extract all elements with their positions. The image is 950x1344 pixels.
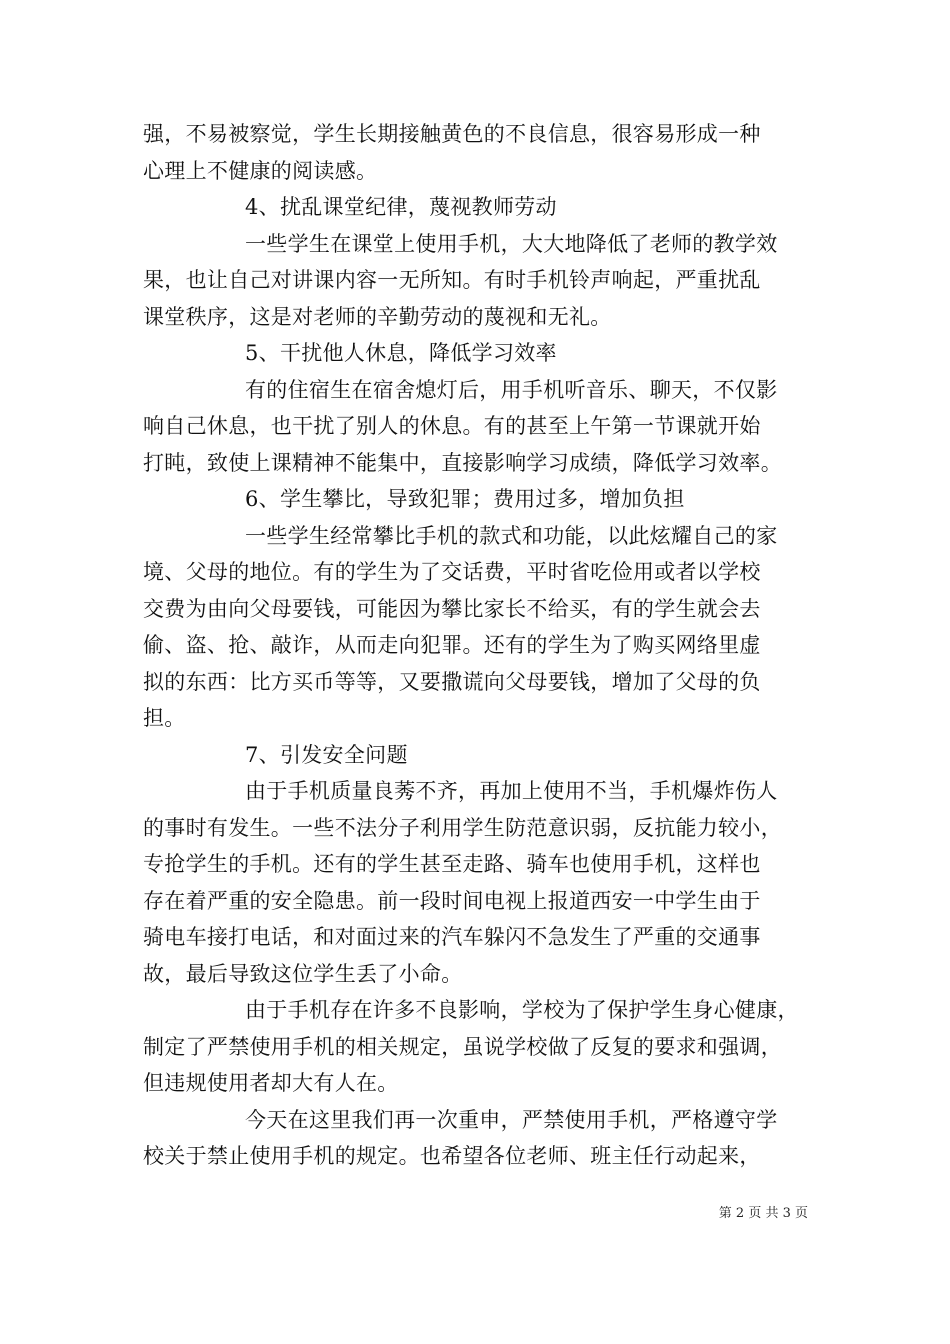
text-line: 专抢学生的手机。还有的学生甚至走路、骑车也使用手机，这样也 xyxy=(143,852,761,876)
text-line: 今天在这里我们再一次重申，严禁使用手机，严格遵守学 xyxy=(245,1107,778,1132)
text-line: 7、引发安全问题 xyxy=(245,742,408,767)
document-body xyxy=(143,116,807,1175)
text-line: 有的住宿生在宿舍熄灯后，用手机听音乐、聊天，不仅影 xyxy=(245,377,778,402)
text-line: 故，最后导致这位学生丢了小命。 xyxy=(143,961,463,986)
text-line: 骑电车接打电话，和对面过来的汽车躲闪不急发生了严重的交通事 xyxy=(143,925,761,949)
text-line: 由于手机存在许多不良影响，学校为了保护学生身心健康， xyxy=(245,998,799,1022)
text-line: 校关于禁止使用手机的规定。也希望各位老师、班主任行动起来， xyxy=(143,1144,761,1168)
text-line: 强，不易被察觉，学生长期接触黄色的不良信息，很容易形成一种 xyxy=(143,122,761,146)
text-line: 4、扰乱课堂纪律，蔑视教师劳动 xyxy=(245,195,557,219)
text-line: 但违规使用者却大有人在。 xyxy=(143,1071,399,1095)
text-line: 心理上不健康的阅读感。 xyxy=(143,158,378,183)
text-line: 果，也让自己对讲课内容一无所知。有时手机铃声响起，严重扰乱 xyxy=(143,268,761,292)
text-line: 响自己休息，也干扰了别人的休息。有的甚至上午第一节课就开始 xyxy=(143,414,761,438)
text-line: 5、干扰他人休息，降低学习效率 xyxy=(245,341,557,365)
text-line: 存在着严重的安全隐患。前一段时间电视上报道西安一中学生由于 xyxy=(143,888,761,913)
page-number: 第 2 页 共 3 页 xyxy=(718,1206,808,1221)
text-line: 偷、盗、抢、敲诈，从而走向犯罪。还有的学生为了购买网络里虚 xyxy=(143,633,761,657)
text-line: 课堂秩序，这是对老师的辛勤劳动的蔑视和无礼。 xyxy=(143,304,612,329)
text-line: 一些学生在课堂上使用手机，大大地降低了老师的教学效 xyxy=(245,231,778,256)
text-line: 的事时有发生。一些不法分子利用学生防范意识弱，反抗能力较小， xyxy=(143,815,782,840)
text-line: 一些学生经常攀比手机的款式和功能，以此炫耀自己的家 xyxy=(245,523,778,548)
text-line: 打盹，致使上课精神不能集中，直接影响学习成绩，降低学习效率。 xyxy=(143,450,782,475)
text-line: 交费为由向父母要钱，可能因为攀比家长不给买，有的学生就会去 xyxy=(143,596,761,621)
text-line: 由于手机质量良莠不齐，再加上使用不当，手机爆炸伤人 xyxy=(245,779,778,803)
text-line: 6、学生攀比，导致犯罪；费用过多，增加负担 xyxy=(245,487,685,511)
text-line: 制定了严禁使用手机的相关规定，虽说学校做了反复的要求和强调， xyxy=(143,1034,782,1059)
text-line: 拟的东西：比方买币等等，又要撒谎向父母要钱，增加了父母的负 xyxy=(143,669,761,694)
text-line: 担。 xyxy=(143,706,186,730)
text-line: 境、父母的地位。有的学生为了交话费，平时省吃俭用或者以学校 xyxy=(143,560,761,584)
